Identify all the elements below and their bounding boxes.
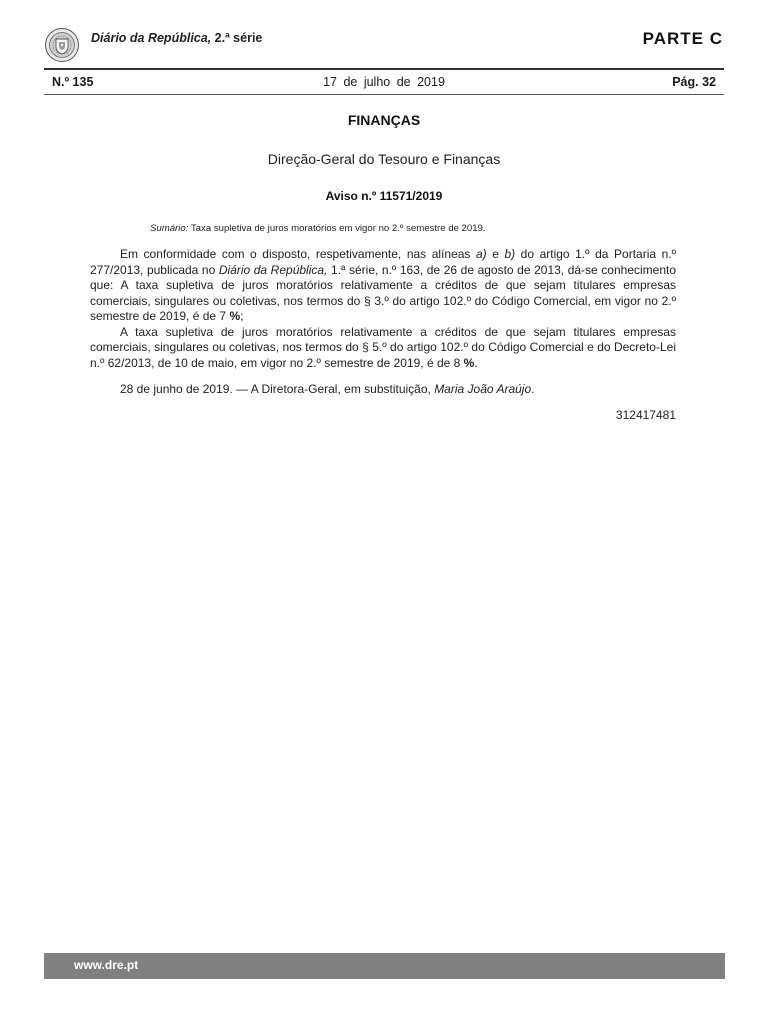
p2-text-2: . xyxy=(474,355,478,370)
p1-item-b: b) xyxy=(504,247,516,261)
p1-journal-ref: Diário da República, xyxy=(218,262,328,277)
summary-text: Taxa supletiva de juros moratórios em vigor no 2.º semestre de 2019. xyxy=(190,223,486,234)
document-code: 312417481 xyxy=(615,408,676,422)
part-label: PARTE C xyxy=(642,29,723,48)
p1-text-5: ; xyxy=(240,309,244,323)
p2-percent: % xyxy=(463,355,475,370)
signature-line xyxy=(90,382,676,398)
notice-title: Aviso n.º 11571/2019 xyxy=(325,189,443,203)
body-text xyxy=(90,247,676,398)
header-rule-top xyxy=(44,68,724,70)
entity-name: Direção-Geral do Tesouro e Finanças xyxy=(267,151,501,167)
summary-label: Sumário: xyxy=(150,223,189,234)
footer-bar xyxy=(44,953,725,979)
issue-number: N.º 135 xyxy=(52,75,94,89)
paragraph-1 xyxy=(90,247,676,325)
p1-text-4: 1.ª série, n.º 163, de 26 de agosto de 2013, dá-se conhecimento que: A taxa supletiva de juros moratórios relativamente a créditos de que sejam titulares empresas comerciais, singulares ou coletivas, nos termos do § 3.º do artigo 102.º do Código Comercial, em vigor no 2.º semestre de 2019, é de 7 xyxy=(90,262,677,323)
p1-item-a: a) xyxy=(475,247,487,261)
header-rule-bottom xyxy=(44,94,724,95)
journal-name xyxy=(91,31,262,45)
signature-text: 28 de junho de 2019. — A Diretora-Geral, em substituição, xyxy=(120,382,435,396)
signatory-name: Maria João Araújo xyxy=(434,382,532,396)
footer-url[interactable]: www.dre.pt xyxy=(74,958,139,972)
p2-text-1: A taxa supletiva de juros moratórios relativamente a créditos de que sejam titulares empresas comerciais, singulares ou coletivas, nos termos do § 5.º do artigo 102.º do Código Comercial e do Decreto-Lei n.º 62/2013, de 10 de maio, em vigor no 2.º semestre de 2019, é de 8 xyxy=(90,324,676,370)
signature-end: . xyxy=(531,382,535,396)
issue-date: 17 de julho de 2019 xyxy=(323,75,445,89)
section-title: FINANÇAS xyxy=(347,112,421,128)
journal-series: 2.ª série xyxy=(214,31,263,45)
issue-row xyxy=(44,75,724,91)
summary xyxy=(150,223,486,234)
journal-name-text: Diário da República, xyxy=(91,31,212,45)
p1-text-1: Em conformidade com o disposto, respetivamente, nas alíneas xyxy=(120,247,476,261)
page-number: Pág. 32 xyxy=(672,75,716,89)
p1-text-2: e xyxy=(486,247,505,261)
p1-percent: % xyxy=(229,309,241,323)
paragraph-2 xyxy=(90,325,676,372)
p1-text-3: do artigo 1.º da Portaria n.º 277/2013, publicada no xyxy=(90,247,676,277)
republic-emblem-icon xyxy=(44,27,80,63)
